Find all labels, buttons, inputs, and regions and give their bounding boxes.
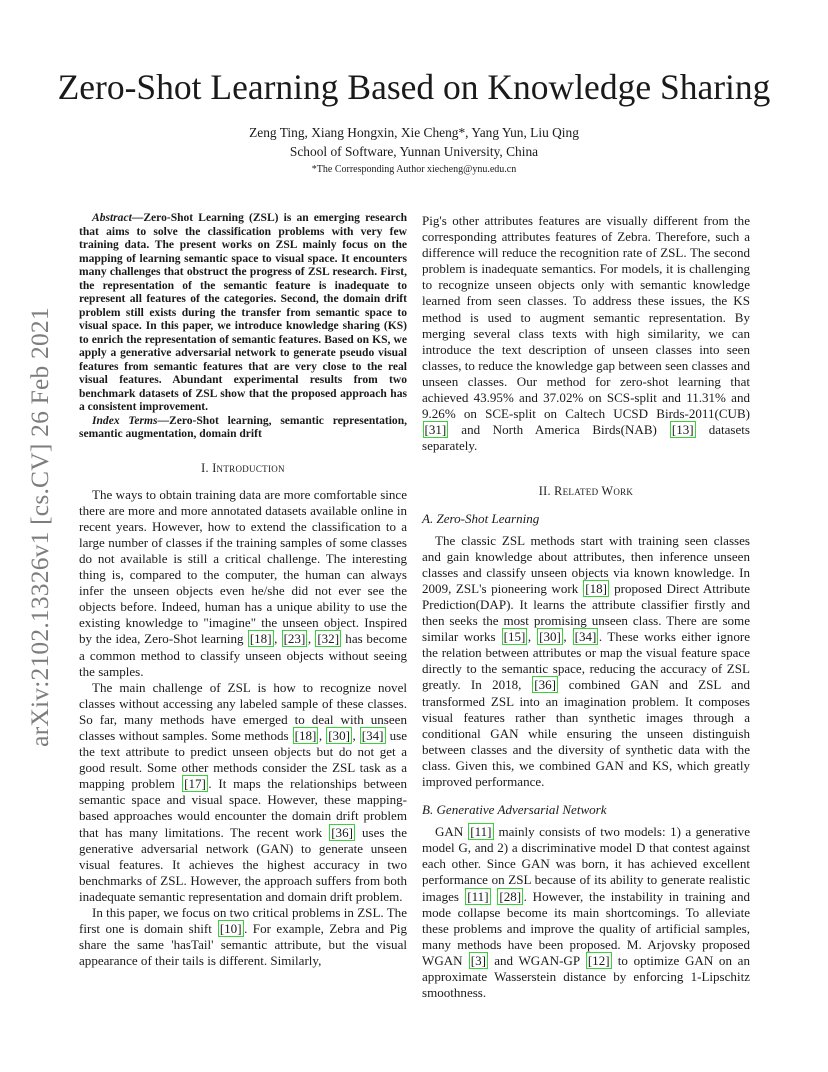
separator: , [318, 728, 326, 743]
text-run: The main challenge of ZSL is how to recognize novel classes without accessing any labeled sample of these classes. So far, many methods have emerged to deal with unseen classes without samples. Some methods [79, 679, 407, 743]
author-list: Zeng Ting, Xiang Hongxin, Xie Cheng*, Yang Yun, Liu Qing [249, 125, 579, 140]
citation-link[interactable]: [32] [317, 631, 340, 647]
citation-link[interactable]: [30] [539, 629, 561, 645]
separator: , [563, 629, 573, 645]
separator [491, 889, 497, 904]
index-terms-text: Zero-Shot learning, semantic representation, semantic augmentation, domain drift [79, 414, 407, 440]
separator: , [527, 629, 537, 645]
text-run: GAN [435, 824, 468, 840]
text-run: mainly consists of two models: 1) a generative model G, and 2) a discriminative model D that contest against each other. Since GAN was born, it has achieved excellent performance on ZSL because of its ability to generate realistic images [422, 824, 750, 904]
abstract-text: Zero-Shot Learning (ZSL) is an emerging research that aims to solve the classification problems with very few training data. The present works on ZSL mainly focus on the mapping of learning semantic space to visual space. It encounters many challenges that obstruct the progress of ZSL research. First, the representation of the semantic feature is inadequate to represent all features of the categories. Second, the domain drift problem still exists during the transfer from semantic space to visual space. In this paper, we introduce knowledge sharing (KS) to enrich the representation of semantic features. Based on KS, we apply a generative adversarial network to generate pseudo visual features from semantic features that are very close to the real visual features. Abundant experimental results from two benchmark datasets of ZSL show that the proposed approach has a consistent improvement. [79, 212, 407, 413]
right-column [422, 213, 750, 1001]
citation-link[interactable]: [11] [467, 888, 489, 904]
separator: , [307, 631, 315, 647]
citation-link[interactable]: [11] [470, 824, 492, 840]
citation-link[interactable]: [15] [503, 629, 526, 645]
text-run: has become a common method to classify unseen objects without seeing the samples. [79, 631, 407, 679]
zsl-paragraph [422, 533, 750, 791]
text-run: and WGAN-GP [488, 952, 586, 968]
citation-link[interactable]: [36] [534, 677, 556, 693]
intro-paragraph-2 [79, 680, 407, 905]
citation-link[interactable]: [31] [424, 422, 447, 438]
paper-title: Zero-Shot Learning Based on Knowledge Sharing [57, 67, 771, 107]
citation-link[interactable]: [28] [499, 888, 522, 904]
intro-paragraph-3-continued [422, 213, 750, 454]
citation-link[interactable]: [18] [585, 580, 608, 596]
citation-link[interactable]: [23] [283, 631, 306, 647]
section-number: I. [201, 460, 213, 475]
section-number: II. [538, 484, 555, 499]
text-run: use the text attribute to predict unseen objects but do not get a good result. Some other methods consider the ZSL task as a mapping problem [79, 728, 407, 792]
citation-link[interactable]: [3] [470, 952, 486, 968]
index-terms-label: Index Terms [92, 414, 158, 427]
affiliation: School of Software, Yunnan University, China [289, 144, 539, 159]
text-run: combined GAN and ZSL and transformed ZSL into an imagination problem. It composes visual features rather than synthetic images through a conditional GAN while ensuring the unseen distinguish between classes and the diversity of synthetic data with the class. Given this, we combined GAN and KS, which greatly improved performance. [422, 677, 750, 789]
arxiv-stamp-text: arXiv:2102.13326v1 [cs.CV] 26 Feb 2021 [25, 307, 54, 747]
citation-link[interactable]: [34] [361, 728, 384, 743]
text-run: . For example, Zebra and Pig share the same 'hasTail' semantic attribute, but the visual appearance of their tails is different. Similarly, [79, 921, 407, 969]
abstract: Abstract—Zero-Shot Learning (ZSL) is an emerging research that aims to solve the classification problems with very few training data. The present works on ZSL mainly focus on the mapping of learning semantic space to visual space. It encounters many challenges that obstruct the progress of ZSL research. First, the representation of the semantic feature is inadequate to represent all features of the categories. Second, the domain drift problem still exists during the transfer from semantic space to visual space. In this paper, we introduce knowledge sharing (KS) to enrich the representation of semantic features. Based on KS, we apply a generative adversarial network to generate pseudo visual features from semantic features that are very close to the real visual features. Abundant experimental results from two benchmark datasets of ZSL show that the proposed approach has a consistent improvement. [79, 212, 407, 413]
corresponding-author: *The Corresponding Author xiecheng@ynu.edu.cn [311, 164, 517, 175]
text-run: datasets separately. [422, 422, 750, 454]
text-run: Pig's other attributes features are visually different from the corresponding attributes features of Zebra. Therefore, such a difference will reduce the recognition rate of ZSL. The second problem is inadequate semantics. For models, it is challenging to recognize unseen objects only with semantic knowledge learned from seen classes. To address these issues, the KS method is used to augment semantic representation. By merging several class texts with high similarity, we can introduce the text description of unseen classes into seen classes, to reduce the knowledge gap between seen classes and unseen classes. Our method for zero-shot learning that achieved 43.95% and 37.02% on SCS-split and 11.31% and 9.26% on SCE-split on Caltech UCSD Birds-2011(CUB) [422, 213, 750, 422]
text-run: The ways to obtain training data are more comfortable since there are more and more annotated datasets available online in recent years. However, how to extend the classification to a large number of classes if the training samples of some classes do not available is still a critical challenge. The interesting thing is, compared to the computer, the human can always infer the unseen objects even he/she did not ever see the objects before. Indeed, human has a unique ability to use the existing knowledge to "imagine" the unseen object. Inspired by the idea, Zero-Shot learning [79, 486, 407, 647]
section-heading-introduction [79, 460, 407, 476]
index-terms: Index Terms—Zero-Shot learning, semantic representation, semantic augmentation, domain drift [79, 414, 407, 440]
citation-link[interactable]: [10] [219, 921, 242, 937]
intro-paragraph-3 [79, 905, 407, 969]
citation-link[interactable]: [36] [331, 824, 353, 840]
text-run: The classic ZSL methods start with training seen classes and gain knowledge about attributes, then inference unseen classes and classify unseen objects via known knowledge. In 2009, ZSL's pioneering work [422, 532, 750, 596]
subsection-heading-zsl: A. Zero-Shot Learning [422, 510, 540, 526]
citation-link[interactable]: [34] [574, 629, 597, 645]
text-run: . These works either ignore the relation between attributes or map the visual feature space directly to the semantic space, reducing the accuracy of ZSL greatly. In 2018, [422, 629, 750, 693]
arxiv-stamp [16, 292, 64, 762]
citation-link[interactable]: [30] [328, 728, 350, 743]
section-title: Related Work [554, 484, 634, 499]
text-run: . It maps the relationships between semantic space and visual space. However, these mapping-based approaches would encounter the domain drift problem that has many limitations. The recent work [79, 776, 407, 840]
gan-paragraph [422, 824, 750, 1001]
separator: , [274, 631, 282, 647]
citation-link[interactable]: [18] [249, 631, 272, 647]
text-run: In this paper, we focus on two critical problems in ZSL. The first one is domain shift [79, 905, 407, 937]
text-run: . However, the instability in training and mode collapse become its main shortcomings. To alleviate these problems and improve the quality of artificial samples, many methods have been proposed. M. Arjovsky proposed WGAN [422, 888, 750, 968]
text-run: proposed Direct Attribute Prediction(DAP). It learns the attribute classifier firstly and then seeks the most promising unseen class. There are some similar works [422, 580, 750, 645]
section-title: Introduction [212, 460, 285, 475]
intro-paragraph-1 [79, 487, 407, 680]
text-run: uses the generative adversarial network (GAN) to generate unseen visual features. It achieves the highest accuracy in two benchmarks of ZSL. However, the approach suffers from both inadequate semantic representation and domain drift problem. [79, 824, 407, 904]
text-run: and North America Birds(NAB) [448, 422, 670, 438]
abstract-label: Abstract [92, 212, 132, 224]
citation-link[interactable]: [13] [671, 422, 694, 438]
citation-link[interactable]: [17] [184, 776, 206, 792]
text-run: to optimize GAN on an approximate Wasserstein distance by enforcing 1-Lipschitz smoothness. [422, 952, 750, 1001]
citation-link[interactable]: [18] [294, 728, 317, 743]
section-heading-related-work [422, 483, 750, 499]
citation-link[interactable]: [12] [587, 952, 610, 968]
separator: , [352, 728, 360, 743]
left-column [79, 212, 407, 969]
subsection-heading-gan: B. Generative Adversarial Network [422, 802, 607, 818]
